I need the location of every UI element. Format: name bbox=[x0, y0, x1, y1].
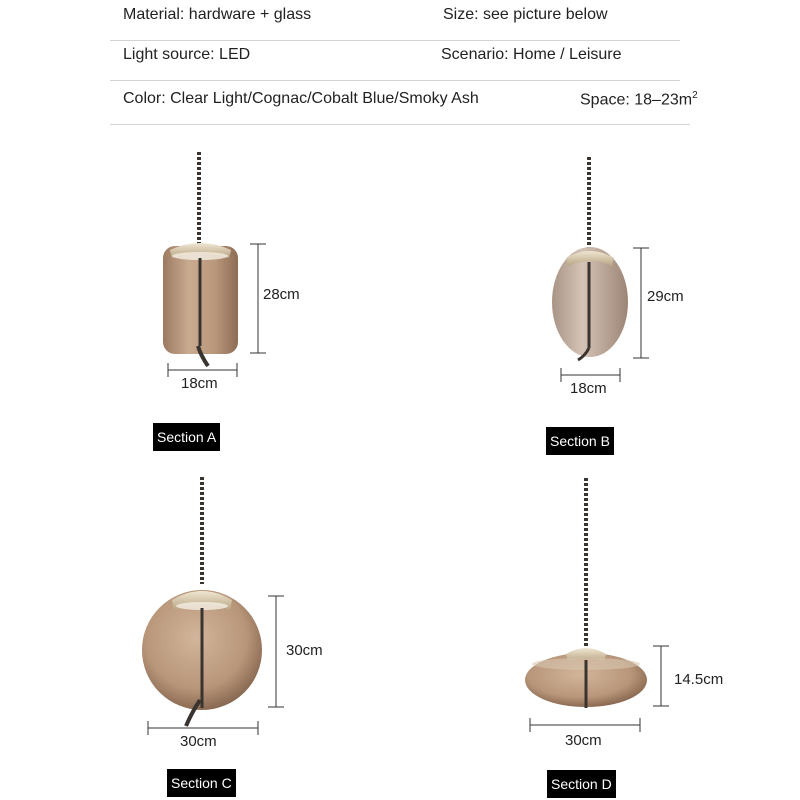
section-b-badge: Section B bbox=[546, 427, 614, 455]
section-d-badge: Section D bbox=[547, 770, 616, 798]
lamp-b-width-label: 18cm bbox=[570, 380, 607, 397]
lamp-c-height-label: 30cm bbox=[286, 642, 323, 659]
spec-space-text: Space: 18–23m bbox=[580, 91, 693, 109]
lamp-d bbox=[525, 478, 647, 708]
lamp-a-height-label: 28cm bbox=[263, 286, 300, 303]
lamp-d-width-label: 30cm bbox=[565, 732, 602, 749]
lamp-c bbox=[142, 477, 262, 726]
section-a-badge: Section A bbox=[153, 423, 220, 451]
lamp-a-width-label: 18cm bbox=[181, 375, 218, 392]
spec-size: Size: see picture below bbox=[443, 6, 608, 23]
spec-material: Material: hardware + glass bbox=[123, 6, 312, 23]
lamp-b bbox=[552, 157, 628, 360]
lamp-c-height-line bbox=[268, 596, 284, 707]
lamp-a bbox=[163, 152, 238, 366]
spec-color: Color: Clear Light/Cognac/Cobalt Blue/Smoky Ash bbox=[123, 90, 479, 107]
spec-scenario: Scenario: Home / Leisure bbox=[441, 46, 622, 63]
lamp-c-width-label: 30cm bbox=[180, 733, 217, 750]
lamp-d-height-label: 14.5cm bbox=[674, 671, 724, 688]
lamp-b-height-label: 29cm bbox=[647, 288, 684, 305]
spec-light-source: Light source: LED bbox=[123, 46, 251, 63]
lamp-d-width-line bbox=[530, 718, 640, 732]
section-c-badge: Section C bbox=[167, 769, 236, 797]
lamp-d-height-line bbox=[653, 646, 669, 706]
spec-space-superscript: 2 bbox=[692, 90, 698, 101]
